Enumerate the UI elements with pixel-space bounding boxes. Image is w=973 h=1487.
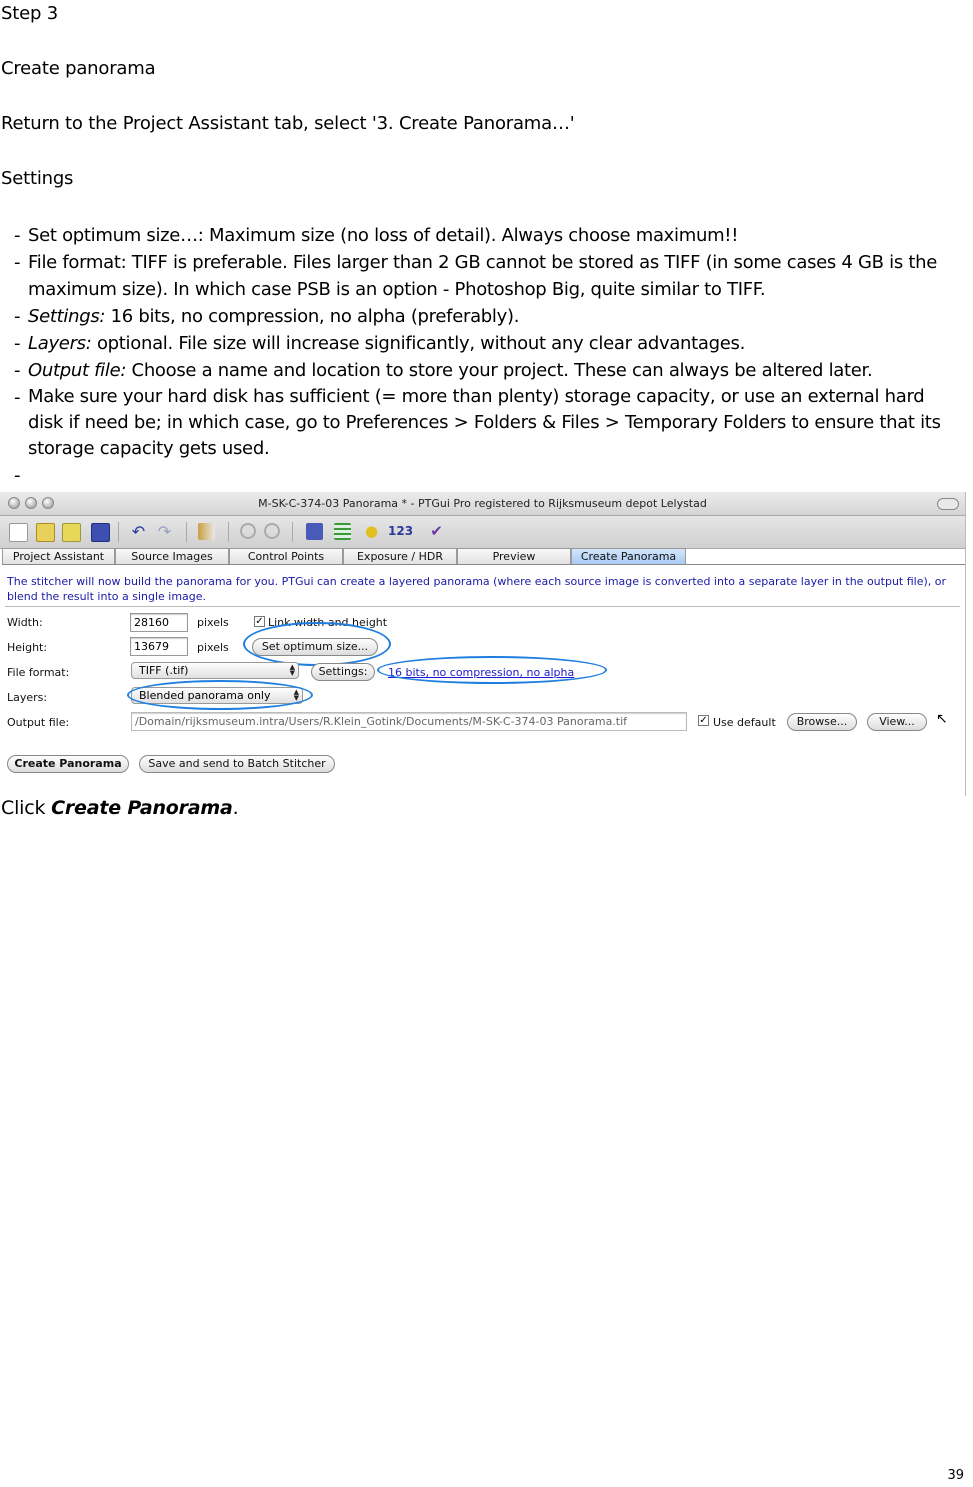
file-format-select[interactable] xyxy=(131,662,299,679)
list-item-text xyxy=(28,462,964,489)
list-item: - xyxy=(14,462,964,489)
ptgui-window xyxy=(0,492,966,796)
tab-project-assistant[interactable]: Project Assistant xyxy=(2,548,115,564)
lightbulb-icon[interactable]: ● xyxy=(364,522,379,540)
tab-preview[interactable]: Preview xyxy=(457,548,571,564)
window-title: M-SK-C-374-03 Panorama * - PTGui Pro registered to Rijksmuseum depot Lelystad xyxy=(258,497,707,510)
create-panorama-button[interactable]: Create Panorama xyxy=(7,755,129,773)
list-item: - Set optimum size…: Maximum size (no loss of detail). Always choose maximum!! xyxy=(14,222,964,249)
set-optimum-size-button[interactable]: Set optimum size... xyxy=(252,638,378,656)
table-icon[interactable] xyxy=(334,523,351,540)
title-bar xyxy=(0,492,965,516)
link-size-label: Link width and height xyxy=(268,616,388,629)
tab-source-images[interactable]: Source Images xyxy=(115,548,229,564)
layers-value: Blended panorama only xyxy=(139,689,271,702)
file-format-value: TIFF (.tif) xyxy=(139,664,189,677)
list-item-text: Make sure your hard disk has sufficient (= more than plenty) storage capacity, or use an external hard disk if need be; in which case, go to Preferences > Folders & Files > Temporary Folders to ensure that its storage capacity gets used. xyxy=(28,386,941,459)
output-file-input[interactable]: /Domain/rijksmuseum.intra/Users/R.Klein_Gotink/Documents/M-SK-C-374-03 Panorama.tif xyxy=(131,712,687,731)
closing-action: Create Panorama xyxy=(51,797,233,819)
tab-bar xyxy=(2,548,686,564)
list-item-lead: Settings: xyxy=(28,306,106,327)
list-item-text: 16 bits, no compression, no alpha (preferably). xyxy=(105,306,520,327)
save-icon[interactable] xyxy=(91,523,110,542)
toolbar-separator xyxy=(186,522,187,542)
panorama-editor-icon[interactable] xyxy=(306,523,323,540)
intro-text: The stitcher will now build the panorama for you. PTGui can create a layered panorama (where each source image is converted into a separate layer in the output file), or blend the result into a single image. xyxy=(7,575,947,603)
width-unit: pixels xyxy=(197,616,229,629)
toolbar-toggle-button[interactable] xyxy=(937,498,959,510)
section-heading: Create panorama xyxy=(1,58,156,79)
settings-heading: Settings xyxy=(1,168,74,189)
use-default-label: Use default xyxy=(713,716,776,729)
height-unit: pixels xyxy=(197,641,229,654)
zoom-out-icon[interactable] xyxy=(264,523,280,539)
batch-stitcher-button[interactable]: Save and send to Batch Stitcher xyxy=(139,755,335,773)
closing-instruction xyxy=(1,797,239,819)
page-number: 39 xyxy=(947,1468,964,1483)
settings-list xyxy=(14,222,964,489)
zoom-in-icon[interactable] xyxy=(240,523,256,539)
list-item: - Layers: optional. File size will increase significantly, without any clear advantages. xyxy=(14,333,746,354)
closing-suffix: . xyxy=(232,797,239,819)
list-item-text: Choose a name and location to store your project. These can always be altered later. xyxy=(126,360,873,381)
width-label: Width: xyxy=(7,616,43,629)
batch-icon[interactable]: ✔ xyxy=(430,522,443,540)
settings-highlight xyxy=(377,656,607,684)
select-arrows-icon: ▲ ▼ xyxy=(293,688,299,702)
tab-divider xyxy=(2,564,965,565)
toolbar xyxy=(0,516,965,549)
redo-icon[interactable]: ↷ xyxy=(157,522,172,541)
toolbar-separator xyxy=(292,522,293,542)
new-project-icon[interactable] xyxy=(9,523,28,542)
step-label: Step 3 xyxy=(1,3,58,24)
tab-control-points[interactable]: Control Points xyxy=(229,548,343,564)
list-item-lead: Output file: xyxy=(28,360,127,381)
settings-link[interactable]: 16 bits, no compression, no alpha xyxy=(388,666,575,679)
closing-prefix: Click xyxy=(1,797,52,819)
list-item-text: optional. File size will increase significantly, without any clear advantages. xyxy=(91,333,746,354)
numeric-transform-button[interactable]: 123 xyxy=(388,524,414,538)
list-item: - File format: TIFF is preferable. Files larger than 2 GB cannot be stored as TIFF (in some cases 4 GB is the maximum size). In which case PSB is an option - Photoshop Big, quite similar to TIFF. xyxy=(14,249,964,303)
view-button[interactable]: View... xyxy=(867,713,927,731)
toolbar-separator xyxy=(118,522,119,542)
toolbar-separator xyxy=(228,522,229,542)
layers-label: Layers: xyxy=(7,691,48,704)
instruction-text: Return to the Project Assistant tab, select '3. Create Panorama…' xyxy=(1,113,575,134)
tools-icon[interactable] xyxy=(198,523,215,540)
list-item-lead: Layers: xyxy=(28,333,92,354)
height-label: Height: xyxy=(7,641,48,654)
tab-exposure-hdr[interactable]: Exposure / HDR xyxy=(343,548,457,564)
list-item: - Settings: 16 bits, no compression, no alpha (preferably). xyxy=(14,306,520,327)
output-file-label: Output file: xyxy=(7,716,70,729)
mouse-cursor-icon: ↖ xyxy=(936,711,948,727)
list-item: - Make sure your hard disk has sufficient (= more than plenty) storage capacity, or use an external hard disk if need be; in which case, go to Preferences > Folders & Files > Temporary Folders to ensure that its storage capacity gets used. xyxy=(14,384,964,462)
section-divider xyxy=(5,606,960,607)
browse-button[interactable]: Browse... xyxy=(787,713,857,731)
height-input[interactable]: 13679 xyxy=(130,637,188,656)
layers-highlight xyxy=(127,680,313,710)
link-size-checkbox[interactable]: ✓ xyxy=(255,616,264,627)
add-images-icon[interactable] xyxy=(62,523,81,542)
list-item-text: File format: TIFF is preferable. Files larger than 2 GB cannot be stored as TIFF (in some cases 4 GB is the maximum size). In which case PSB is an option - Photoshop Big, quite similar to TIFF. xyxy=(28,252,937,300)
settings-button[interactable]: Settings: xyxy=(311,663,375,681)
select-arrows-icon: ▲ ▼ xyxy=(289,663,295,677)
width-input[interactable]: 28160 xyxy=(130,613,188,632)
use-default-checkbox[interactable]: ✓ xyxy=(699,715,708,726)
tab-create-panorama[interactable]: Create Panorama xyxy=(571,548,686,564)
list-item-text: Set optimum size…: Maximum size (no loss of detail). Always choose maximum!! xyxy=(28,225,739,246)
open-project-icon[interactable] xyxy=(36,523,55,542)
set-optimum-highlight xyxy=(243,622,391,666)
list-item: - Output file: Choose a name and location to store your project. These can always be altered later. xyxy=(14,360,873,381)
undo-icon[interactable]: ↶ xyxy=(131,522,146,541)
file-format-label: File format: xyxy=(7,666,70,679)
